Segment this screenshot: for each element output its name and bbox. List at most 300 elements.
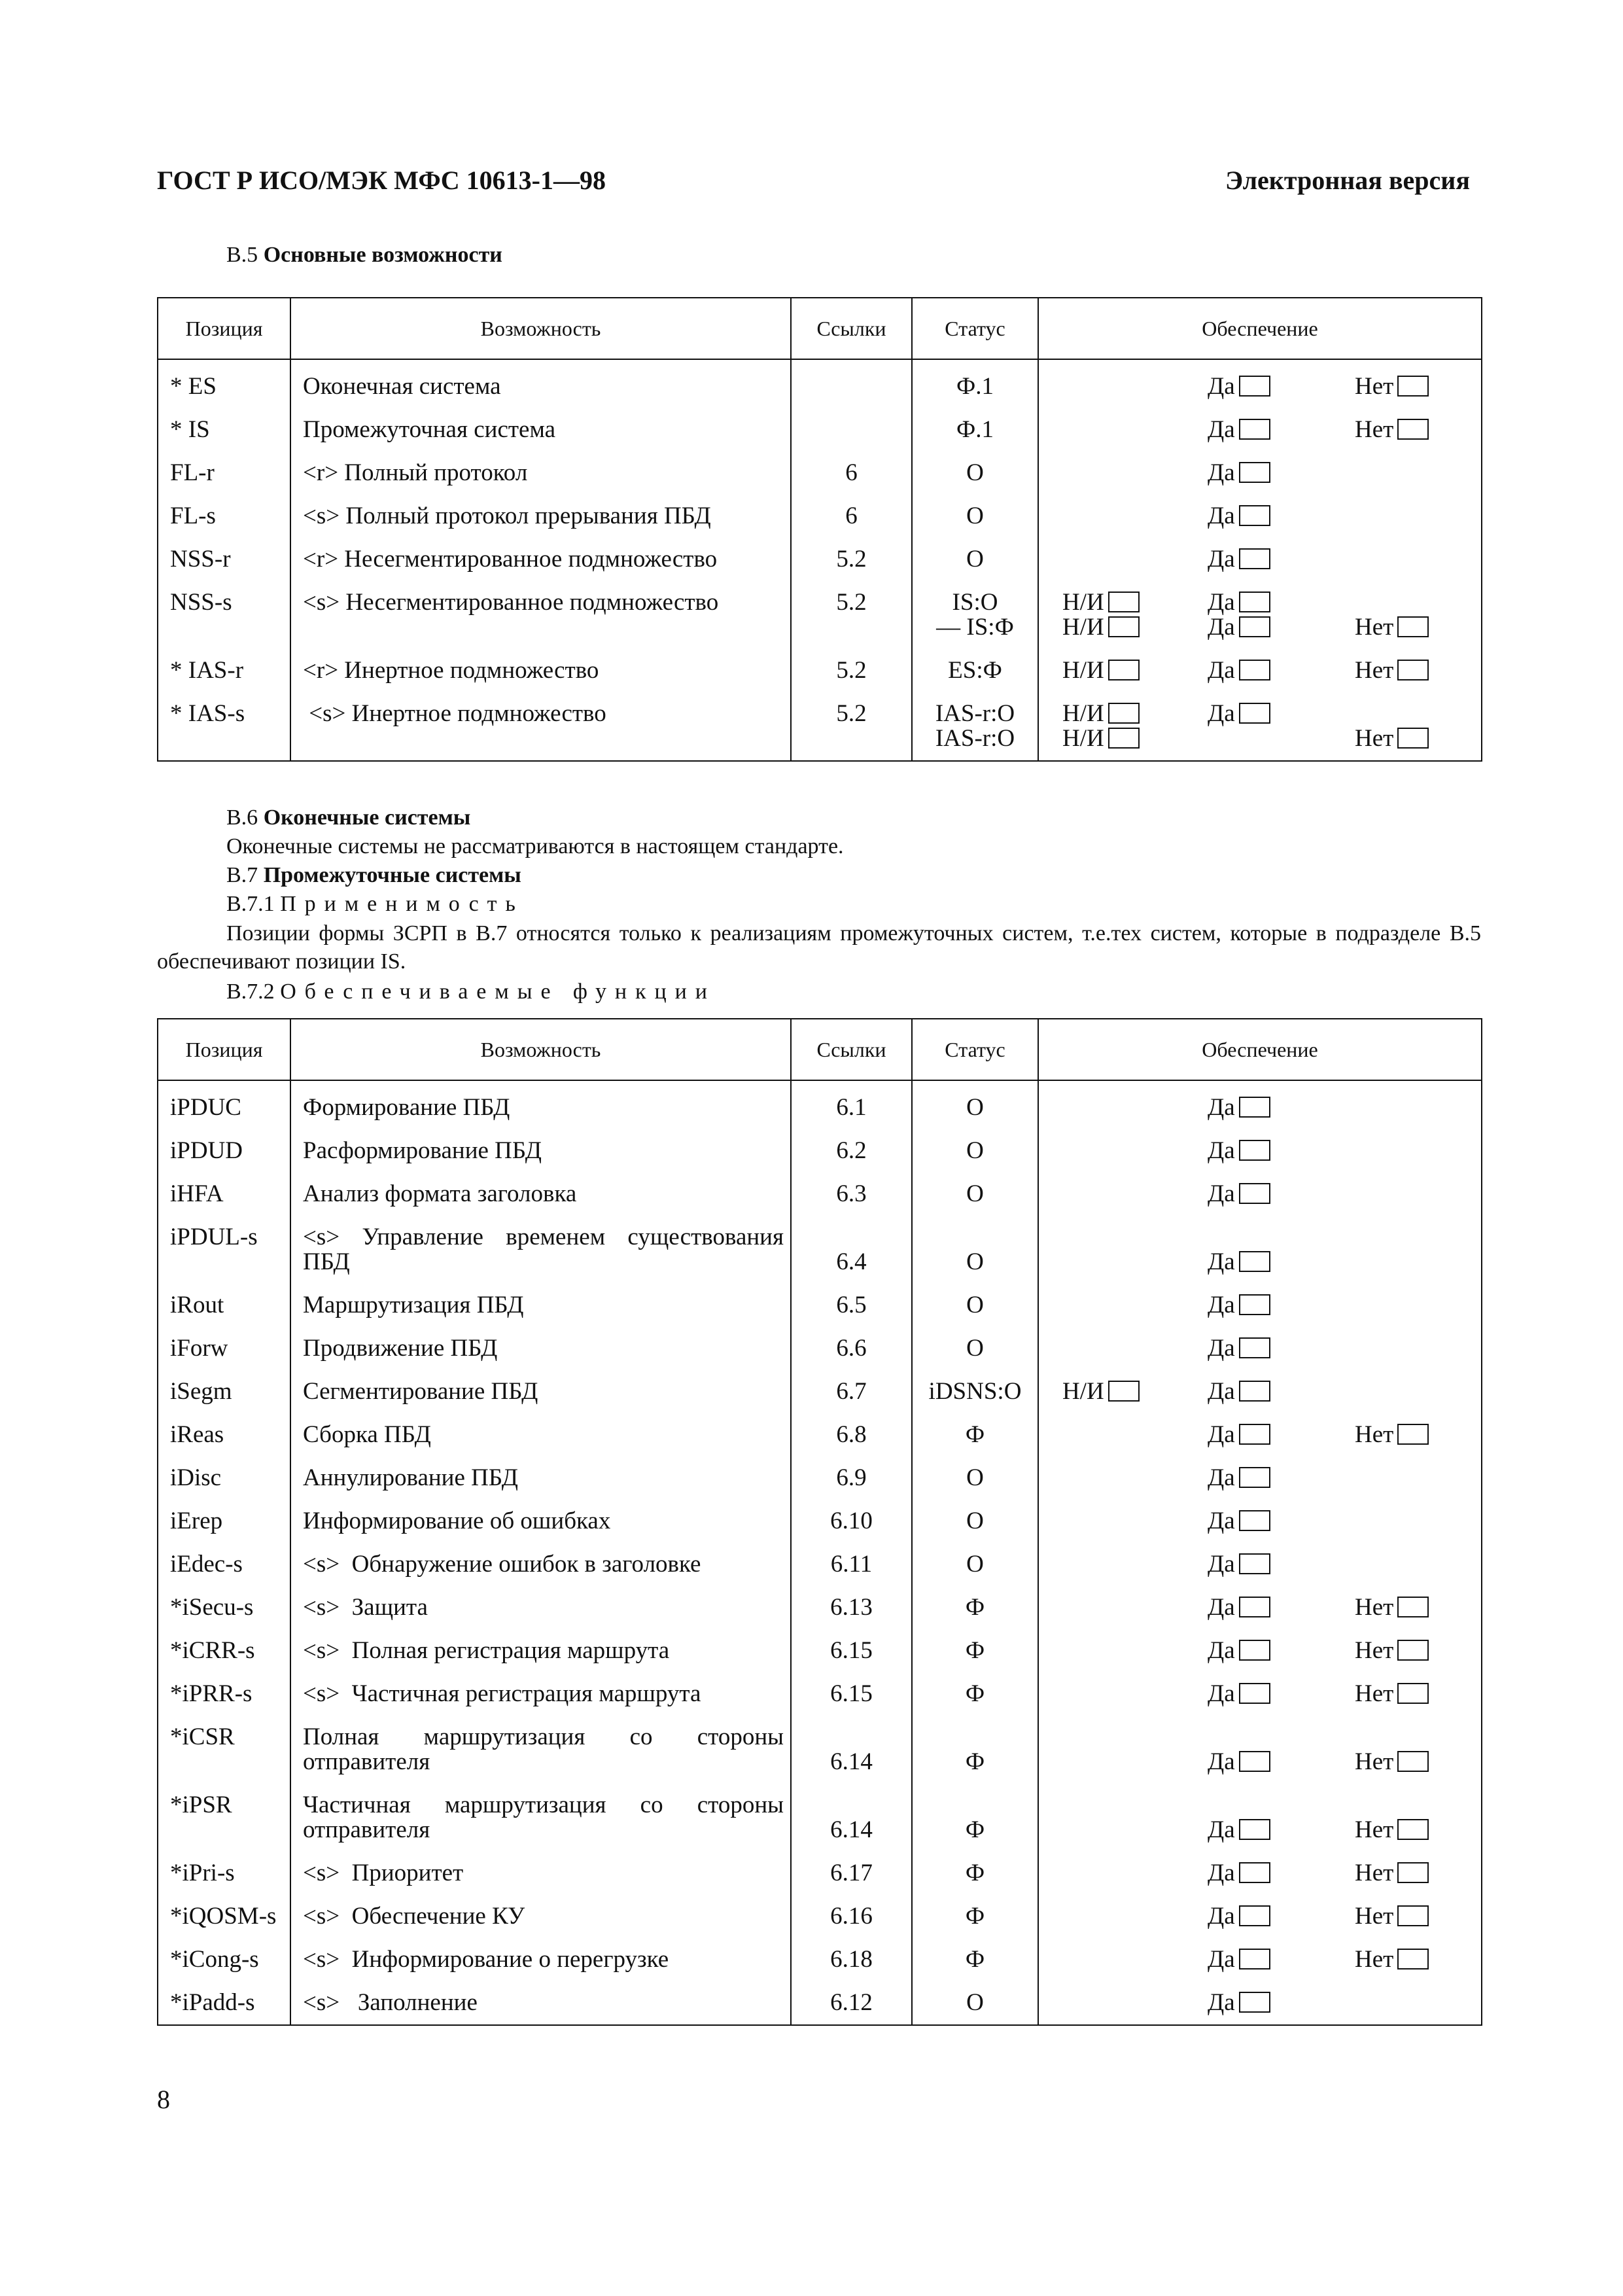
support-label-no: Нет xyxy=(1355,657,1394,684)
status-value: Ф xyxy=(965,1680,985,1707)
reference-value: 6.7 xyxy=(836,1378,867,1405)
table-row xyxy=(158,538,1482,581)
checkbox-no[interactable] xyxy=(1397,1905,1429,1926)
reference-value: 6.3 xyxy=(836,1180,867,1207)
reference-value: 5.2 xyxy=(836,657,867,684)
status-value: О xyxy=(966,459,984,486)
support-label-not-applicable: Н/И xyxy=(1062,725,1104,752)
support-option-not-applicable xyxy=(1062,701,1140,726)
support-label-no: Нет xyxy=(1355,614,1394,641)
support-option-no xyxy=(1355,1904,1429,1929)
support-label-yes: Да xyxy=(1208,373,1235,400)
checkbox-yes[interactable] xyxy=(1239,1992,1270,2013)
support-label-not-applicable: Н/И xyxy=(1062,700,1104,727)
checkbox-yes[interactable] xyxy=(1239,1467,1270,1488)
support-cell xyxy=(1038,1173,1482,1216)
references-cell xyxy=(791,1457,912,1500)
support-label-yes: Да xyxy=(1208,503,1235,529)
support-line xyxy=(1051,1818,1481,1843)
support-option-yes xyxy=(1208,1182,1270,1207)
capability-cell xyxy=(290,451,791,495)
support-line xyxy=(1051,590,1481,615)
position-cell xyxy=(158,359,290,408)
references-cell xyxy=(791,1129,912,1173)
support-label-yes: Да xyxy=(1208,1421,1235,1448)
position-cell xyxy=(158,1370,290,1413)
support-label-no: Нет xyxy=(1355,1816,1394,1843)
checkbox-no[interactable] xyxy=(1397,376,1429,397)
table-row xyxy=(158,1852,1482,1895)
support-line xyxy=(1051,1750,1481,1775)
support-label-yes: Да xyxy=(1208,1816,1235,1843)
support-label-yes: Да xyxy=(1208,1748,1235,1775)
capability-cell xyxy=(290,1981,791,2025)
status-cell xyxy=(912,1413,1038,1457)
support-cell xyxy=(1038,1457,1482,1500)
support-cell xyxy=(1038,538,1482,581)
support-cell xyxy=(1038,1129,1482,1173)
checkbox-yes[interactable] xyxy=(1239,1381,1270,1402)
references-cell xyxy=(791,538,912,581)
position-cell xyxy=(158,1129,290,1173)
position-code: iForw xyxy=(170,1335,228,1362)
support-option-not-applicable xyxy=(1062,1379,1140,1404)
support-option-not-applicable xyxy=(1062,590,1140,615)
checkbox-yes[interactable] xyxy=(1239,419,1270,440)
support-label-yes: Да xyxy=(1208,1594,1235,1621)
status-value: О xyxy=(966,1180,984,1207)
table-row xyxy=(158,1327,1482,1370)
status-value: Ф xyxy=(965,1748,985,1775)
checkbox-yes[interactable] xyxy=(1239,1251,1270,1272)
support-option-no xyxy=(1355,615,1429,640)
reference-value: 6.1 xyxy=(836,1094,867,1121)
support-option-yes xyxy=(1208,1466,1270,1491)
table-row xyxy=(158,359,1482,408)
checkbox-not-applicable[interactable] xyxy=(1108,592,1140,612)
checkbox-not-applicable[interactable] xyxy=(1108,660,1140,680)
capability-cell xyxy=(290,1284,791,1327)
capability-text: <r> Полный протокол xyxy=(303,459,528,486)
table-row xyxy=(158,1216,1482,1284)
support-label-yes: Да xyxy=(1208,1180,1235,1207)
status-value: Ф.1 xyxy=(956,416,994,443)
document-header-title: ГОСТ Р ИСО/МЭК МФС 10613-1—98 xyxy=(157,166,606,195)
support-label-no: Нет xyxy=(1355,1421,1394,1448)
status-cell xyxy=(912,649,1038,692)
page-number: 8 xyxy=(157,2085,170,2114)
support-option-yes xyxy=(1208,417,1270,442)
support-option-yes xyxy=(1208,1638,1270,1663)
support-option-yes xyxy=(1208,1947,1270,1972)
table-row xyxy=(158,1716,1482,1784)
status-cell xyxy=(912,1784,1038,1852)
supported-functions-table xyxy=(157,1018,1482,2026)
support-cell xyxy=(1038,1216,1482,1284)
references-cell xyxy=(791,1586,912,1629)
checkbox-no[interactable] xyxy=(1397,1862,1429,1883)
support-cell xyxy=(1038,692,1482,761)
reference-value: 5.2 xyxy=(836,700,867,727)
table-row xyxy=(158,1370,1482,1413)
capability-cell xyxy=(290,649,791,692)
support-option-no xyxy=(1355,1947,1429,1972)
support-option-yes xyxy=(1208,1293,1270,1318)
support-cell xyxy=(1038,1938,1482,1981)
support-cell xyxy=(1038,1852,1482,1895)
support-option-yes xyxy=(1208,1682,1270,1706)
table-row xyxy=(158,1080,1482,1129)
support-label-no: Нет xyxy=(1355,1637,1394,1664)
column-header-position: Позиция xyxy=(158,1019,290,1080)
table-row xyxy=(158,1895,1482,1938)
checkbox-yes[interactable] xyxy=(1239,1553,1270,1574)
status-value: Ф xyxy=(965,1946,985,1973)
checkbox-yes[interactable] xyxy=(1239,1862,1270,1883)
checkbox-not-applicable[interactable] xyxy=(1108,616,1140,637)
support-option-yes xyxy=(1208,504,1270,529)
status-value: Ф xyxy=(965,1903,985,1930)
table-row xyxy=(158,495,1482,538)
section-b7-heading xyxy=(226,862,521,889)
support-cell xyxy=(1038,1413,1482,1457)
support-label-yes: Да xyxy=(1208,700,1235,727)
references-cell xyxy=(791,1284,912,1327)
checkbox-not-applicable[interactable] xyxy=(1108,703,1140,724)
support-line xyxy=(1051,1466,1481,1491)
section-b5-heading xyxy=(226,242,502,268)
support-line xyxy=(1051,726,1481,751)
support-cell xyxy=(1038,359,1482,408)
status-value: О xyxy=(966,1551,984,1578)
table-row xyxy=(158,1543,1482,1586)
section-b71-number: B.7.1 xyxy=(226,892,275,916)
checkbox-yes[interactable] xyxy=(1239,1337,1270,1358)
checkbox-no[interactable] xyxy=(1397,1683,1429,1704)
support-option-no xyxy=(1355,1818,1429,1843)
support-label-yes: Да xyxy=(1208,1248,1235,1275)
table-row xyxy=(158,1981,1482,2025)
position-cell xyxy=(158,1080,290,1129)
reference-value: 6.16 xyxy=(830,1903,873,1930)
checkbox-yes[interactable] xyxy=(1239,462,1270,483)
position-cell xyxy=(158,1543,290,1586)
references-cell xyxy=(791,1716,912,1784)
checkbox-yes[interactable] xyxy=(1239,1510,1270,1531)
support-line xyxy=(1051,374,1481,399)
support-cell xyxy=(1038,1586,1482,1629)
position-code: iErep xyxy=(170,1508,223,1534)
capability-text: <s> Полная регистрация маршрута xyxy=(303,1637,670,1664)
position-code: iEdec-s xyxy=(170,1551,243,1578)
support-option-not-applicable xyxy=(1062,658,1140,683)
checkbox-yes[interactable] xyxy=(1239,1183,1270,1204)
references-cell xyxy=(791,1173,912,1216)
checkbox-no[interactable] xyxy=(1397,616,1429,637)
support-cell xyxy=(1038,1080,1482,1129)
table-row xyxy=(158,649,1482,692)
support-label-yes: Да xyxy=(1208,1860,1235,1886)
capability-text: Оконечная система xyxy=(303,373,501,400)
checkbox-yes[interactable] xyxy=(1239,1294,1270,1315)
status-value: Ф.1 xyxy=(956,373,994,400)
checkbox-yes[interactable] xyxy=(1239,548,1270,569)
position-code: * ES xyxy=(170,373,217,400)
checkbox-no[interactable] xyxy=(1397,1597,1429,1617)
support-label-yes: Да xyxy=(1208,1637,1235,1664)
support-label-yes: Да xyxy=(1208,1094,1235,1121)
status-cell xyxy=(912,1716,1038,1784)
references-cell xyxy=(791,692,912,761)
reference-value: 6.5 xyxy=(836,1292,867,1318)
status-cell xyxy=(912,1629,1038,1672)
checkbox-yes[interactable] xyxy=(1239,592,1270,612)
checkbox-yes[interactable] xyxy=(1239,1597,1270,1617)
column-header-position: Позиция xyxy=(158,298,290,359)
capability-cell xyxy=(290,1413,791,1457)
support-line xyxy=(1051,1379,1481,1404)
capability-text: <s> Обеспечение КУ xyxy=(303,1903,525,1930)
support-line xyxy=(1051,1682,1481,1706)
status-value: — IS:Ф xyxy=(936,614,1014,641)
support-label-yes: Да xyxy=(1208,614,1235,641)
support-cell xyxy=(1038,649,1482,692)
status-value: IAS-r:О xyxy=(935,700,1015,727)
checkbox-yes[interactable] xyxy=(1239,1097,1270,1118)
references-cell xyxy=(791,1784,912,1852)
section-b5-title: Основные возможности xyxy=(263,243,502,267)
position-cell xyxy=(158,408,290,451)
status-value: iDSNS:О xyxy=(928,1378,1022,1405)
references-cell xyxy=(791,1543,912,1586)
reference-value: 6.8 xyxy=(836,1421,867,1448)
table-row xyxy=(158,1629,1482,1672)
position-code: *iPSR xyxy=(170,1792,232,1818)
checkbox-no[interactable] xyxy=(1397,1424,1429,1445)
support-option-yes xyxy=(1208,547,1270,572)
checkbox-yes[interactable] xyxy=(1239,1949,1270,1969)
column-header-status: Статус xyxy=(912,298,1038,359)
references-cell xyxy=(791,649,912,692)
capability-cell xyxy=(290,538,791,581)
section-b72-number: B.7.2 xyxy=(226,980,275,1004)
reference-value: 6.13 xyxy=(830,1594,873,1621)
checkbox-yes[interactable] xyxy=(1239,616,1270,637)
support-cell xyxy=(1038,1543,1482,1586)
status-value: О xyxy=(966,1248,984,1275)
capability-cell xyxy=(290,1327,791,1370)
checkbox-yes[interactable] xyxy=(1239,376,1270,397)
checkbox-yes[interactable] xyxy=(1239,505,1270,526)
support-option-yes xyxy=(1208,374,1270,399)
support-label-yes: Да xyxy=(1208,459,1235,486)
checkbox-no[interactable] xyxy=(1397,660,1429,680)
table-row xyxy=(158,1284,1482,1327)
status-value: IAS-r:О xyxy=(935,725,1015,752)
support-cell xyxy=(1038,1716,1482,1784)
capability-cell xyxy=(290,1938,791,1981)
status-cell xyxy=(912,1852,1038,1895)
support-label-not-applicable: Н/И xyxy=(1062,614,1104,641)
capability-text: Анализ формата заголовка xyxy=(303,1180,577,1207)
reference-value: 6.14 xyxy=(830,1816,873,1843)
support-label-not-applicable: Н/И xyxy=(1062,589,1104,616)
position-code: iSegm xyxy=(170,1378,232,1405)
support-label-no: Нет xyxy=(1355,1594,1394,1621)
reference-value: 6.12 xyxy=(830,1989,873,2016)
support-label-yes: Да xyxy=(1208,1508,1235,1534)
support-cell xyxy=(1038,1981,1482,2025)
support-label-yes: Да xyxy=(1208,546,1235,573)
checkbox-no[interactable] xyxy=(1397,1819,1429,1840)
position-cell xyxy=(158,1672,290,1716)
capability-cell xyxy=(290,1543,791,1586)
checkbox-yes[interactable] xyxy=(1239,1905,1270,1926)
support-cell xyxy=(1038,495,1482,538)
section-b7-title: Промежуточные системы xyxy=(263,863,521,887)
checkbox-yes[interactable] xyxy=(1239,1424,1270,1445)
table-row xyxy=(158,1500,1482,1543)
table-row xyxy=(158,1586,1482,1629)
position-code: *iPadd-s xyxy=(170,1989,255,2016)
table-row xyxy=(158,692,1482,761)
capability-cell xyxy=(290,1370,791,1413)
support-option-not-applicable xyxy=(1062,726,1140,751)
support-cell xyxy=(1038,1784,1482,1852)
checkbox-yes[interactable] xyxy=(1239,1751,1270,1772)
status-cell xyxy=(912,1543,1038,1586)
checkbox-no[interactable] xyxy=(1397,419,1429,440)
position-cell xyxy=(158,1895,290,1938)
position-cell xyxy=(158,1500,290,1543)
checkbox-yes[interactable] xyxy=(1239,1140,1270,1161)
checkbox-not-applicable[interactable] xyxy=(1108,1381,1140,1402)
support-line xyxy=(1051,1595,1481,1620)
support-label-no: Нет xyxy=(1355,725,1394,752)
capability-cell xyxy=(290,495,791,538)
status-value: О xyxy=(966,503,984,529)
position-cell xyxy=(158,1457,290,1500)
table-row xyxy=(158,1938,1482,1981)
status-cell xyxy=(912,1457,1038,1500)
capability-cell xyxy=(290,359,791,408)
basic-capabilities-table xyxy=(157,297,1482,762)
position-cell xyxy=(158,451,290,495)
support-cell xyxy=(1038,581,1482,649)
support-line xyxy=(1051,417,1481,442)
status-value: IS:О xyxy=(952,589,998,616)
support-option-yes xyxy=(1208,1990,1270,2015)
references-cell xyxy=(791,1370,912,1413)
position-code: *iQOSM-s xyxy=(170,1903,277,1930)
reference-value: 6.2 xyxy=(836,1137,867,1164)
status-value: Ф xyxy=(965,1594,985,1621)
support-label-no: Нет xyxy=(1355,1748,1394,1775)
support-option-yes xyxy=(1208,1818,1270,1843)
support-option-yes xyxy=(1208,1552,1270,1577)
references-cell xyxy=(791,1080,912,1129)
reference-value: 6.9 xyxy=(836,1464,867,1491)
status-value: Ф xyxy=(965,1816,985,1843)
capability-text: Полная маршрутизация со стороны отправителя xyxy=(303,1723,784,1775)
status-cell xyxy=(912,408,1038,451)
support-line xyxy=(1051,1250,1481,1275)
references-cell xyxy=(791,1413,912,1457)
status-cell xyxy=(912,692,1038,761)
references-cell xyxy=(791,451,912,495)
position-cell xyxy=(158,692,290,761)
support-label-not-applicable: Н/И xyxy=(1062,1378,1104,1405)
checkbox-yes[interactable] xyxy=(1239,1640,1270,1661)
section-b6-number: B.6 xyxy=(226,805,258,830)
support-label-no: Нет xyxy=(1355,1903,1394,1930)
support-cell xyxy=(1038,451,1482,495)
references-cell xyxy=(791,1895,912,1938)
checkbox-no[interactable] xyxy=(1397,1751,1429,1772)
support-line xyxy=(1051,461,1481,486)
support-line xyxy=(1051,1182,1481,1207)
reference-value: 6 xyxy=(845,503,858,529)
capability-text: <s> Полный протокол прерывания ПБД xyxy=(303,503,711,529)
capability-text: Аннулирование ПБД xyxy=(303,1464,518,1491)
support-option-no xyxy=(1355,1682,1429,1706)
support-line xyxy=(1051,1095,1481,1120)
status-value: О xyxy=(966,1137,984,1164)
status-cell xyxy=(912,1327,1038,1370)
table-row xyxy=(158,408,1482,451)
checkbox-yes[interactable] xyxy=(1239,703,1270,724)
checkbox-no[interactable] xyxy=(1397,1949,1429,1969)
references-cell xyxy=(791,1938,912,1981)
reference-value: 6.14 xyxy=(830,1748,873,1775)
support-label-yes: Да xyxy=(1208,1551,1235,1578)
position-code: *iPri-s xyxy=(170,1860,235,1886)
capability-text: Сборка ПБД xyxy=(303,1421,431,1448)
support-line xyxy=(1051,1990,1481,2015)
status-cell xyxy=(912,1895,1038,1938)
status-value: О xyxy=(966,1292,984,1318)
position-cell xyxy=(158,1216,290,1284)
support-label-yes: Да xyxy=(1208,1680,1235,1707)
status-cell xyxy=(912,1672,1038,1716)
checkbox-no[interactable] xyxy=(1397,1640,1429,1661)
checkbox-yes[interactable] xyxy=(1239,660,1270,680)
support-cell xyxy=(1038,1629,1482,1672)
support-line xyxy=(1051,1293,1481,1318)
capability-text: <s> Управление временем существования ПБД xyxy=(303,1224,784,1275)
capability-text: <s> Инертное подмножество xyxy=(303,700,606,727)
table-row xyxy=(158,1129,1482,1173)
support-option-yes xyxy=(1208,1139,1270,1163)
checkbox-not-applicable[interactable] xyxy=(1108,728,1140,749)
table-row xyxy=(158,1784,1482,1852)
reference-value: 6.18 xyxy=(830,1946,873,1973)
position-cell xyxy=(158,1413,290,1457)
capability-text: Частичная маршрутизация со стороны отправителя xyxy=(303,1792,784,1843)
position-cell xyxy=(158,649,290,692)
support-cell xyxy=(1038,1500,1482,1543)
position-code: iRout xyxy=(170,1292,224,1318)
checkbox-yes[interactable] xyxy=(1239,1819,1270,1840)
capability-text: <s> Частичная регистрация маршрута xyxy=(303,1680,701,1707)
checkbox-yes[interactable] xyxy=(1239,1683,1270,1704)
support-cell xyxy=(1038,1370,1482,1413)
support-option-no xyxy=(1355,1422,1429,1447)
support-option-yes xyxy=(1208,1422,1270,1447)
reference-value: 6 xyxy=(845,459,858,486)
checkbox-no[interactable] xyxy=(1397,728,1429,749)
capability-cell xyxy=(290,1586,791,1629)
